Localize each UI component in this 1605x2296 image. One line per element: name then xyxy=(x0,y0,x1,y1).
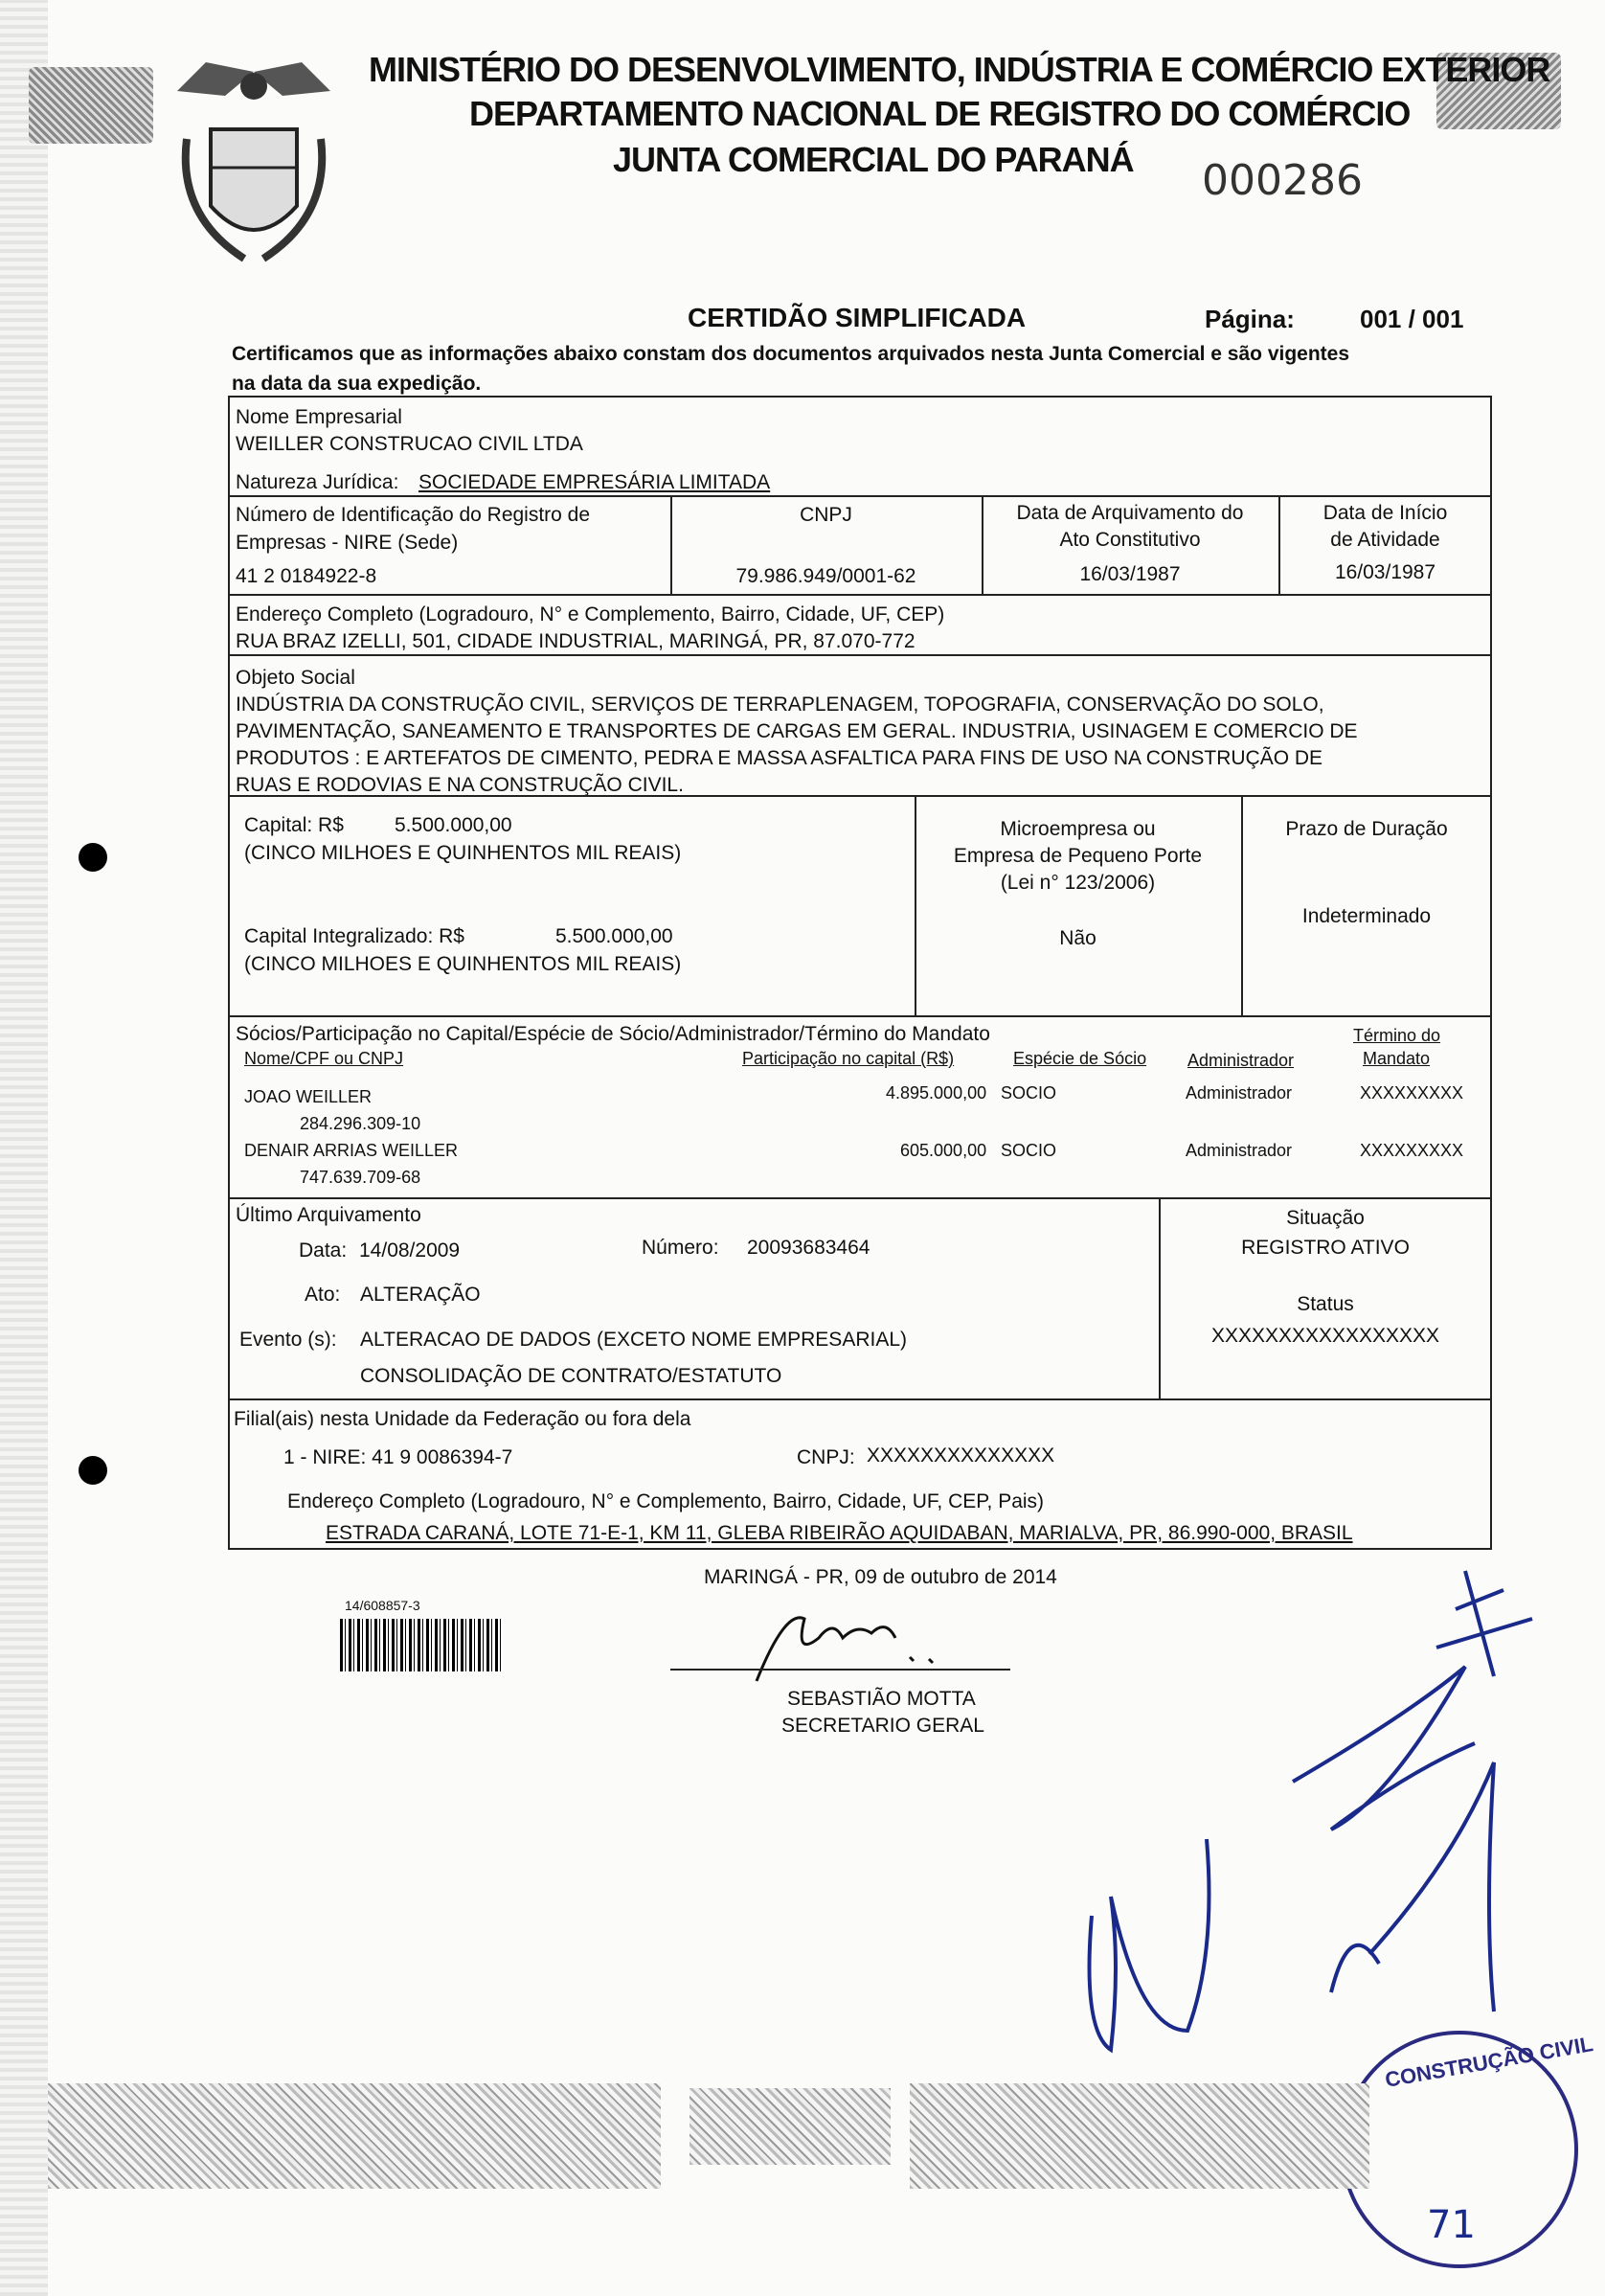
divider xyxy=(228,654,1492,656)
page-label: Página: xyxy=(1205,305,1295,333)
inicio-label: Data de Início xyxy=(1322,502,1448,524)
status-label: Status xyxy=(1297,1293,1354,1315)
socios-label: Sócios/Participação no Capital/Espécie de Sócio/Administrador/Término do Mandato xyxy=(236,1023,990,1045)
header-ministry: MINISTÉRIO DO DESENVOLVIMENTO, INDÚSTRIA E COMÉRCIO EXTERIOR xyxy=(369,50,1550,89)
socio-2-esp: SOCIO xyxy=(1001,1141,1057,1160)
filial-label: Filial(ais) nesta Unidade da Federação ou fora dela xyxy=(234,1408,691,1430)
socio-1-esp: SOCIO xyxy=(1001,1083,1057,1103)
col-participacao: Participação no capital (R$) xyxy=(742,1049,955,1068)
signer-title: SECRETARIO GERAL xyxy=(781,1715,984,1737)
socio-2-cpf: 747.639.709-68 xyxy=(300,1168,421,1187)
objeto-label: Objeto Social xyxy=(236,667,355,689)
address-value: RUA BRAZ IZELLI, 501, CIDADE INDUSTRIAL, MARINGÁ, PR, 87.070-772 xyxy=(236,630,916,652)
nire-value: 41 2 0184922-8 xyxy=(236,565,377,587)
signature-motta xyxy=(728,1590,977,1686)
header-junta: JUNTA COMERCIAL DO PARANÁ xyxy=(613,140,1134,179)
nire-label-2: Empresas - NIRE (Sede) xyxy=(236,532,459,554)
objeto-line-2: PAVIMENTAÇÃO, SANEAMENTO E TRANSPORTES DE CARGAS EM GERAL. INDUSTRIA, USINAGEM E COMERCIO DE xyxy=(236,720,1358,742)
status-value: XXXXXXXXXXXXXXXXX xyxy=(1210,1325,1440,1347)
ultimo-evento-2: CONSOLIDAÇÃO DE CONTRATO/ESTATUTO xyxy=(360,1365,782,1387)
place-date: MARINGÁ - PR, 09 de outubro de 2014 xyxy=(704,1566,1057,1588)
ultimo-data-label: Data: xyxy=(299,1239,348,1262)
col-especie: Espécie de Sócio xyxy=(1013,1049,1147,1068)
filial-address: ESTRADA CARANÁ, LOTE 71-E-1, KM 11, GLEBA RIBEIRÃO AQUIDABAN, MARIALVA, PR, 86.990-000, BRASIL xyxy=(326,1522,1353,1544)
divider xyxy=(228,1398,1492,1400)
signer-name: SEBASTIÃO MOTTA xyxy=(787,1688,976,1710)
inicio-date: 16/03/1987 xyxy=(1334,561,1436,583)
filial-cnpj-label: CNPJ: xyxy=(797,1446,855,1468)
socio-2-name: DENAIR ARRIAS WEILLER xyxy=(244,1141,459,1160)
filial-address-label: Endereço Completo (Logradouro, N° e Complemento, Bairro, Cidade, UF, CEP, Pais) xyxy=(287,1490,1045,1512)
capital-words: (CINCO MILHOES E QUINHENTOS MIL REAIS) xyxy=(244,842,682,864)
socio-1-name: JOAO WEILLER xyxy=(244,1087,373,1106)
inicio-label-2: de Atividade xyxy=(1330,529,1440,551)
header-department: DEPARTAMENTO NACIONAL DE REGISTRO DO COMÉRCIO xyxy=(469,94,1411,133)
barcode-number: 14/608857-3 xyxy=(345,1598,420,1613)
arquivamento-label: Data de Arquivamento do xyxy=(1016,502,1244,524)
address-label: Endereço Completo (Logradouro, N° e Complemento, Bairro, Cidade, UF, CEP) xyxy=(236,603,945,625)
arquivamento-label-2: Ato Constitutivo xyxy=(1059,529,1201,551)
punch-hole xyxy=(79,1456,107,1485)
socio-2-part: 605.000,00 xyxy=(900,1141,987,1160)
divider xyxy=(228,495,1492,497)
signature-line xyxy=(670,1669,1010,1671)
stamp-text: CONSTRUÇÃO CIVIL xyxy=(1383,2032,1595,2092)
capital-integ-value: 5.500.000,00 xyxy=(555,925,673,947)
page-note: 71 xyxy=(1427,2203,1476,2247)
intro-text-2: na data da sua expedição. xyxy=(232,373,482,395)
col-termino-2: Mandato xyxy=(1363,1049,1431,1068)
divider xyxy=(228,795,1492,797)
socio-1-cpf: 284.296.309-10 xyxy=(300,1114,421,1133)
divider xyxy=(228,1015,1492,1017)
objeto-line-3: PRODUTOS : E ARTEFATOS DE CIMENTO, PEDRA E MASSA ASFALTICA PARA FINS DE USO NA CONSTRUÇÃO DE xyxy=(236,747,1323,769)
left-header-ornament xyxy=(29,67,153,144)
col-termino: Término do xyxy=(1353,1026,1441,1045)
handwritten-initials xyxy=(1044,1552,1580,2107)
capital-value: 5.500.000,00 xyxy=(395,814,512,836)
capital-label: Capital: R$ xyxy=(244,814,344,836)
filial-nire: 1 - NIRE: 41 9 0086394-7 xyxy=(283,1446,513,1468)
barcode xyxy=(340,1619,503,1671)
socio-2-adm: Administrador xyxy=(1186,1141,1293,1160)
prazo-label: Prazo de Duração xyxy=(1285,818,1448,840)
ultimo-numero: 20093683464 xyxy=(747,1237,870,1259)
prazo-value: Indeterminado xyxy=(1301,905,1432,927)
objeto-line-4: RUAS E RODOVIAS E NA CONSTRUÇÃO CIVIL. xyxy=(236,774,684,796)
security-band-middle xyxy=(689,2088,891,2165)
me-label-3: (Lei n° 123/2006) xyxy=(1000,872,1156,894)
ultimo-numero-label: Número: xyxy=(642,1237,719,1259)
ultimo-label: Último Arquivamento xyxy=(236,1204,421,1226)
left-margin-texture xyxy=(0,0,48,2296)
nature-value: SOCIEDADE EMPRESÁRIA LIMITADA xyxy=(418,471,771,493)
me-label: Microempresa ou xyxy=(1000,818,1156,840)
situacao-label: Situação xyxy=(1286,1207,1365,1229)
divider xyxy=(228,594,1492,596)
socio-1-adm: Administrador xyxy=(1186,1083,1293,1103)
cnpj-value: 79.986.949/0001-62 xyxy=(735,565,916,587)
punch-hole xyxy=(79,843,107,872)
filial-cnpj: XXXXXXXXXXXXXX xyxy=(867,1444,1055,1466)
nature-label: Natureza Jurídica: xyxy=(236,471,399,493)
col-nome: Nome/CPF ou CNPJ xyxy=(244,1049,404,1068)
capital-integ-label: Capital Integralizado: R$ xyxy=(244,925,464,947)
situacao-value: REGISTRO ATIVO xyxy=(1241,1237,1410,1259)
intro-text: Certificamos que as informações abaixo constam dos documentos arquivados nesta Junta Comercial e são vigentes xyxy=(232,343,1350,365)
ultimo-evento-1: ALTERACAO DE DADOS (EXCETO NOME EMPRESARIAL) xyxy=(360,1329,907,1351)
security-band-right xyxy=(910,2083,1369,2189)
ultimo-ato: ALTERAÇÃO xyxy=(360,1284,481,1306)
arquivamento-date: 16/03/1987 xyxy=(1079,563,1181,585)
nire-label: Número de Identificação do Registro de xyxy=(236,504,591,526)
me-value: Não xyxy=(1059,927,1096,949)
capital-integ-words: (CINCO MILHOES E QUINHENTOS MIL REAIS) xyxy=(244,953,682,975)
security-band-left xyxy=(48,2083,661,2189)
company-name: WEILLER CONSTRUCAO CIVIL LTDA xyxy=(236,433,583,455)
company-name-label: Nome Empresarial xyxy=(236,406,402,428)
ultimo-data: 14/08/2009 xyxy=(359,1239,461,1262)
objeto-line-1: INDÚSTRIA DA CONSTRUÇÃO CIVIL, SERVIÇOS DE TERRAPLENAGEM, TOPOGRAFIA, CONSERVAÇÃO DO SOLO, xyxy=(236,693,1324,716)
certificate-title: CERTIDÃO SIMPLIFICADA xyxy=(688,303,1027,332)
ultimo-ato-label: Ato: xyxy=(305,1284,341,1306)
coat-of-arms-logo xyxy=(168,53,340,273)
col-administrador: Administrador xyxy=(1187,1051,1295,1070)
socio-1-part: 4.895.000,00 xyxy=(886,1083,987,1103)
page-value: 001 / 001 xyxy=(1360,305,1464,333)
ultimo-evento-label: Evento (s): xyxy=(239,1329,337,1351)
divider xyxy=(228,1197,1492,1199)
cnpj-label: CNPJ xyxy=(800,504,852,526)
socio-2-term: XXXXXXXXX xyxy=(1360,1141,1464,1160)
me-label-2: Empresa de Pequeno Porte xyxy=(953,845,1203,867)
socio-1-term: XXXXXXXXX xyxy=(1360,1083,1464,1103)
stamp-number: 000286 xyxy=(1202,156,1363,205)
